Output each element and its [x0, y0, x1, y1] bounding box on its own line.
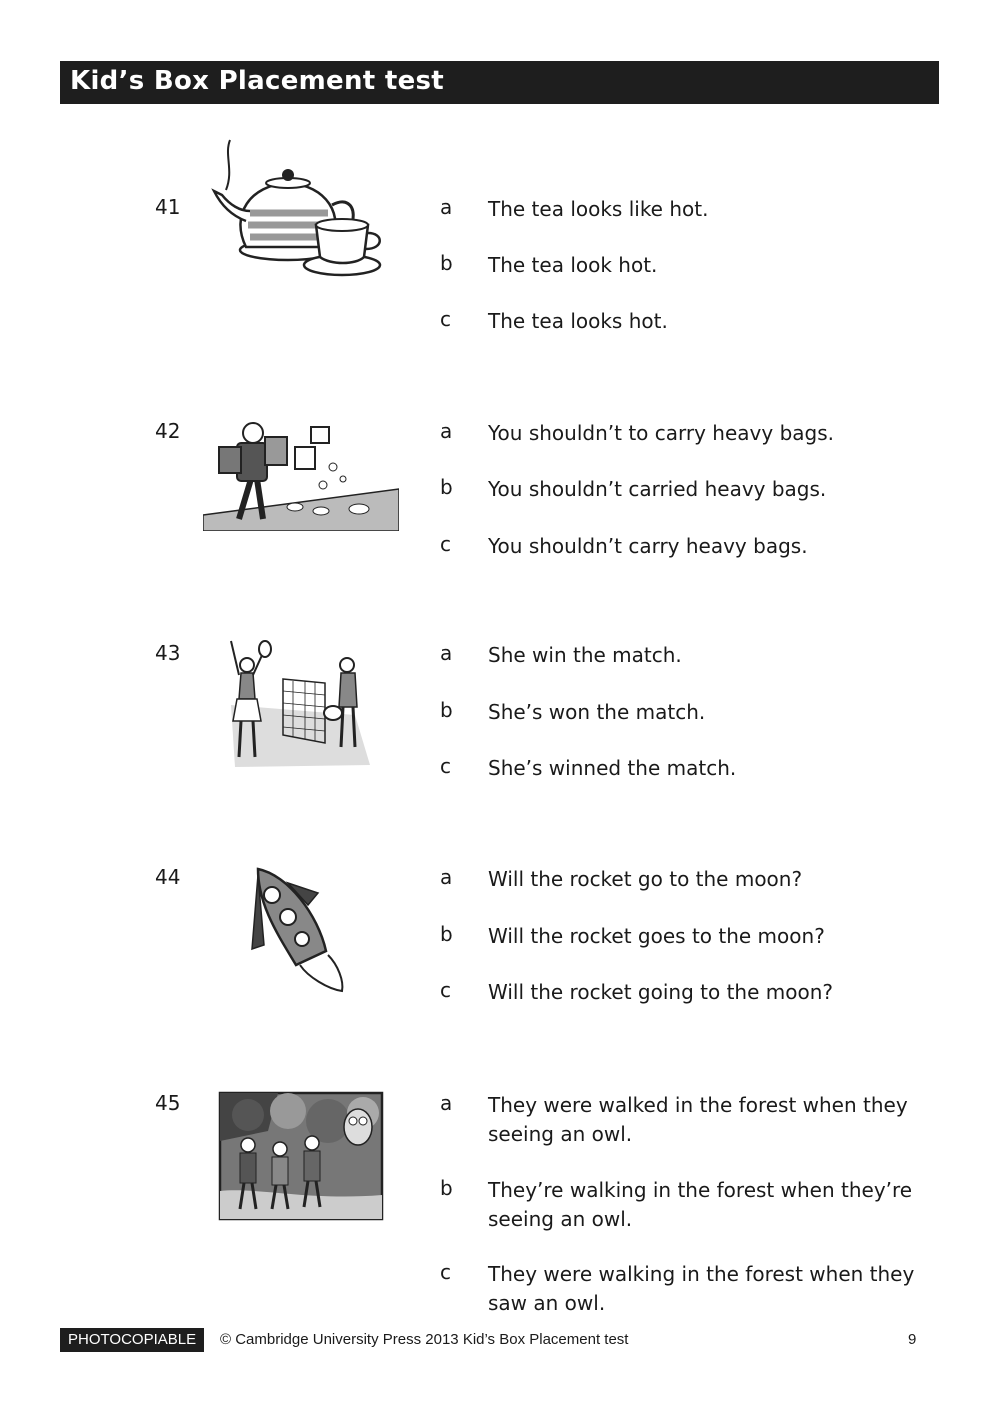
option-letter: b [440, 251, 453, 275]
man-carrying-bags-icon [203, 419, 399, 531]
question-number: 44 [155, 865, 181, 889]
page-number: 9 [908, 1331, 917, 1348]
option-text: Will the rocket goes to the moon? [488, 924, 825, 948]
question-number: 45 [155, 1091, 181, 1115]
tennis-players-icon [225, 635, 370, 769]
option-letter: a [440, 1091, 453, 1115]
page-title: Kid’s Box Placement test [70, 66, 445, 96]
option-text: She win the match. [488, 643, 682, 667]
option-letter: c [440, 978, 451, 1002]
option-letter: c [440, 532, 451, 556]
option-text: They were walking in the forest when they saw an owl. [488, 1262, 915, 1315]
option-letter: b [440, 922, 453, 946]
option-text: You shouldn’t carry heavy bags. [488, 534, 808, 558]
option-letter: c [440, 1260, 451, 1284]
option-text: You shouldn’t to carry heavy bags. [488, 421, 834, 445]
forest-walk-owl-icon [218, 1091, 384, 1221]
option-text: Will the rocket going to the moon? [488, 980, 834, 1004]
page-footer [60, 1328, 940, 1354]
option-text: The tea looks like hot. [488, 197, 709, 221]
option-text: You shouldn’t carried heavy bags. [488, 477, 827, 501]
option-letter: b [440, 698, 453, 722]
option-text: She’s won the match. [488, 700, 706, 724]
teapot-and-cup-icon [210, 135, 385, 280]
page-header [60, 61, 939, 104]
copyright-notice: © Cambridge University Press 2013 Kid’s Box Placement test [220, 1331, 629, 1348]
option-text: The tea look hot. [488, 253, 658, 277]
option-text: She’s winned the match. [488, 756, 737, 780]
option-letter: a [440, 641, 453, 665]
question-number: 43 [155, 641, 181, 665]
rocket-icon [248, 865, 348, 995]
option-letter: c [440, 307, 451, 331]
option-text: They were walked in the forest when they seeing an owl. [488, 1093, 908, 1146]
option-letter: b [440, 475, 453, 499]
option-letter: c [440, 754, 451, 778]
option-text: They’re walking in the forest when they’re seeing an owl. [488, 1178, 913, 1231]
question-number: 41 [155, 195, 181, 219]
option-letter: b [440, 1176, 453, 1200]
option-text: Will the rocket go to the moon? [488, 867, 803, 891]
question-number: 42 [155, 419, 181, 443]
photocopiable-badge: PHOTOCOPIABLE [60, 1328, 204, 1352]
option-letter: a [440, 195, 453, 219]
option-letter: a [440, 419, 453, 443]
option-letter: a [440, 865, 453, 889]
option-text: The tea looks hot. [488, 309, 668, 333]
